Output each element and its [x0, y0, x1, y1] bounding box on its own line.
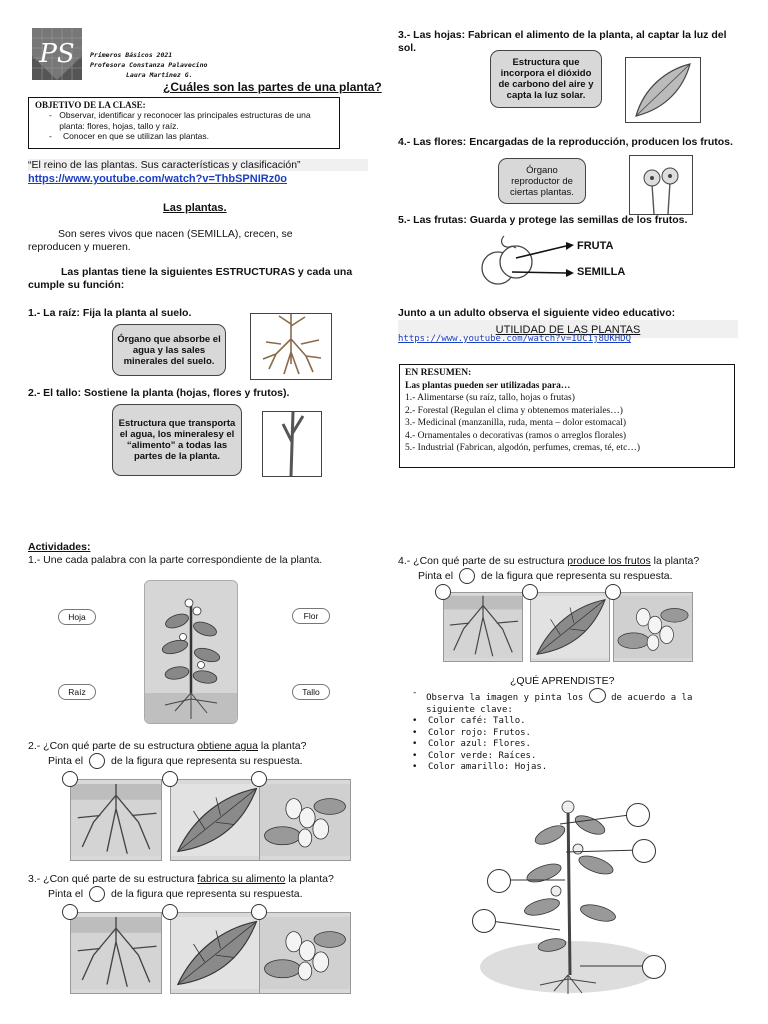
label-circle[interactable] — [626, 803, 650, 827]
answer-circle[interactable] — [62, 771, 78, 787]
activity-3-instr: de la figura que representa su respuesta. — [111, 888, 303, 900]
objective-item-2: Conocer en que se utilizan las plantas. — [63, 131, 210, 141]
objective-box: OBJETIVO DE LA CLASE: - Observar, identificar y reconocer las principales estructuras de una planta: flores, hojas, tallo y raíz. - Conocer en que se utilizan las plantas. — [28, 97, 340, 149]
learned-item: • Color amarillo: Hojas. — [412, 762, 548, 772]
part-leaf-title: 3.- Las hojas: Fabrican el alimento de la planta, al captar la luz del sol. — [398, 29, 727, 54]
answer-circle[interactable] — [62, 904, 78, 920]
activity-3-text: 3.- ¿Con qué parte de su estructura fabrica su alimento la planta? — [28, 873, 334, 885]
part-fruit-title: 5.- Las frutas: Guarda y protege las semillas de los frutos. — [398, 214, 688, 226]
stem-bubble: Estructura que transporta el agua, los mineralesy el “alimento” a todas las partes de la planta. — [112, 404, 242, 476]
label-circle[interactable] — [487, 869, 511, 893]
video1-link[interactable]: https://www.youtube.com/watch?v=ThbSPNIRz0o — [28, 173, 288, 185]
plants-heading: Las plantas. — [163, 202, 227, 214]
summary-item: 3.- Medicinal (manzanilla, ruda, menta – dolor estomacal) — [405, 418, 627, 428]
answer-option-image — [530, 592, 610, 662]
answer-option-image — [259, 912, 351, 994]
label-circle[interactable] — [632, 839, 656, 863]
learned-item: • Color azul: Flores. — [412, 739, 531, 749]
activity-2-text: 2.- ¿Con qué parte de su estructura obtiene agua la planta? — [28, 740, 307, 752]
activity-2-instr: de la figura que representa su respuesta. — [111, 755, 303, 767]
header-teacher2: Laura Martínez G. — [126, 71, 193, 79]
flower-image — [629, 155, 693, 215]
label-raiz: Raíz — [58, 684, 96, 700]
activity-4-paint: Pinta el — [418, 570, 454, 582]
part-root-title: 1.- La raíz: Fija la planta al suelo. — [28, 307, 192, 319]
header-teacher: Profesora Constanza Palavecino — [90, 61, 208, 69]
root-bubble: Órgano que absorbe el agua y las sales minerales del suelo. — [112, 324, 226, 376]
objective-item-1: Observar, identificar y reconocer las principales estructuras de una planta: flores, hojas, tallo y raíz. — [59, 110, 311, 131]
activities-heading: Actividades: — [28, 541, 91, 553]
summary-item: 1.- Alimentarse (su raíz, tallo, hojas o frutas) — [405, 393, 575, 403]
learned-instr-a: Observa la imagen y pinta los — [426, 693, 584, 703]
label-hoja: Hoja — [58, 609, 96, 625]
plants-structures: Las plantas tiene la siguientes ESTRUCTURAS y cada una cumple su función: — [28, 266, 353, 291]
part-flower-title: 4.- Las flores: Encargadas de la reproducción, producen los frutos. — [398, 136, 733, 148]
header-course: Primeros Básicos 2021 — [90, 51, 173, 59]
label-circle[interactable] — [642, 955, 666, 979]
activity-1-plant-image — [144, 580, 238, 724]
answer-circle[interactable] — [435, 584, 451, 600]
answer-option-image — [170, 779, 262, 861]
stem-image — [262, 411, 322, 477]
answer-circle — [459, 568, 475, 584]
summary-item: 5.- Industrial (Fabrican, algodón, perfumes, cremas, té, etc…) — [405, 443, 641, 453]
summary-item: 4.- Ornamentales o decorativas (ramos o arreglos florales) — [405, 430, 627, 441]
answer-circle[interactable] — [162, 904, 178, 920]
label-tallo: Tallo — [292, 684, 330, 700]
answer-circle[interactable] — [251, 904, 267, 920]
leaf-image — [625, 57, 701, 123]
part-stem-title: 2.- El tallo: Sostiene la planta (hojas, flores y frutos). — [28, 387, 290, 399]
summary-heading: EN RESUMEN: — [405, 368, 472, 378]
answer-circle — [89, 886, 105, 902]
answer-circle[interactable] — [251, 771, 267, 787]
summary-subheading: Las plantas pueden ser utilizadas para… — [405, 380, 571, 391]
activity-2-paint: Pinta el — [48, 755, 84, 767]
learned-instr-b: de acuerdo a la siguiente clave: — [426, 693, 693, 715]
answer-circle — [89, 753, 105, 769]
root-image — [250, 313, 332, 380]
learned-item: • Color verde: Raíces. — [412, 750, 537, 761]
answer-circle[interactable] — [605, 584, 621, 600]
seed-label: SEMILLA — [577, 266, 626, 278]
flower-bubble: Órgano reproductor de ciertas plantas. — [498, 158, 586, 204]
plants-intro: Son seres vivos que nacen (SEMILLA), crecen, se reproducen y mueren. — [28, 228, 293, 253]
page-title: ¿Cuáles son las partes de una planta? — [163, 80, 382, 94]
answer-option-image — [259, 779, 351, 861]
fruit-diagram — [476, 228, 656, 292]
answer-option-image — [443, 592, 523, 662]
learned-heading: ¿QUÉ APRENDISTE? — [510, 675, 615, 687]
learned-item: • Color café: Tallo. — [412, 716, 526, 726]
answer-option-image — [70, 912, 162, 994]
answer-circle — [589, 688, 606, 703]
video2-link[interactable]: https://www.youtube.com/watch?v=IUC1j8UKHDQ — [398, 334, 631, 344]
svg-text:PS: PS — [39, 39, 75, 69]
summary-item: 2.- Forestal (Regulan el clima y obtenemos materiales…) — [405, 405, 623, 416]
objective-heading: OBJETIVO DE LA CLASE: — [35, 100, 146, 110]
leaf-bubble: Estructura que incorpora el dióxido de carbono del aire y capta la luz solar. — [490, 50, 602, 108]
answer-circle[interactable] — [162, 771, 178, 787]
summary-box — [399, 364, 735, 468]
answer-option-image — [70, 779, 162, 861]
activity-1-text: 1.- Une cada palabra con la parte correspondiente de la planta. — [28, 554, 323, 566]
video1-quote: “El reino de las plantas. Sus características y clasificación” — [28, 159, 301, 171]
fruit-label: FRUTA — [577, 240, 614, 252]
label-circle[interactable] — [472, 909, 496, 933]
label-flor: Flor — [292, 608, 330, 624]
school-logo — [30, 26, 84, 82]
activity-4-instr: de la figura que representa su respuesta. — [481, 570, 673, 582]
answer-option-image — [613, 592, 693, 662]
answer-option-image — [170, 912, 262, 994]
answer-circle[interactable] — [522, 584, 538, 600]
video2-title: UTILIDAD DE LAS PLANTAS — [495, 324, 641, 336]
activity-4-text: 4.- ¿Con qué parte de su estructura produce los frutos la planta? — [398, 555, 700, 567]
video2-intro: Junto a un adulto observa el siguiente video educativo: — [398, 307, 676, 319]
activity-3-paint: Pinta el — [48, 888, 84, 900]
learned-item: • Color rojo: Frutos. — [412, 727, 531, 738]
